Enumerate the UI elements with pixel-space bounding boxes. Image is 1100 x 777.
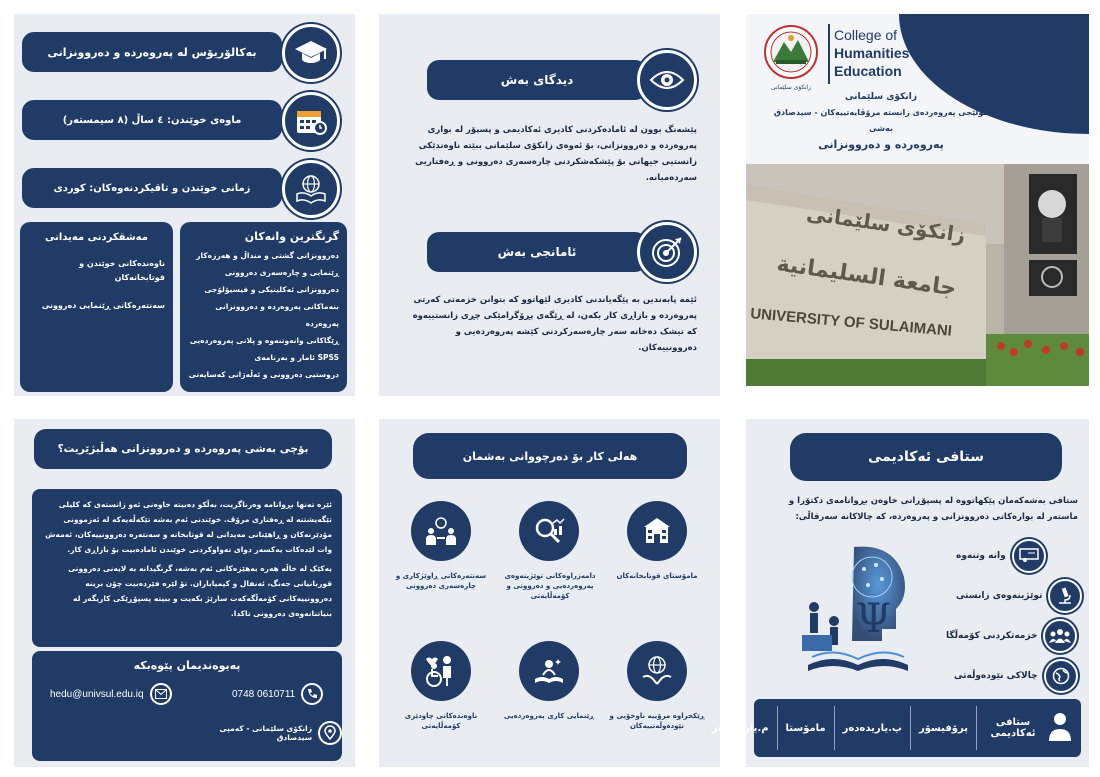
lesson-item: دروستیی دەروونی و ئەڵەژانی کەسایەتی: [188, 370, 339, 379]
duration-pill: [22, 100, 282, 140]
lesson-item: دەروونزانی ئەکلینیکی و فیسیۆلۆجی: [204, 285, 339, 294]
language-pill: [22, 168, 282, 208]
staff-bar-head: [977, 699, 1081, 757]
community-icon: [1043, 619, 1077, 653]
university-logo: [758, 24, 824, 90]
language-text: زمانی خوێندن و تاقیکردنەوەکان: کوردی: [53, 182, 251, 194]
panel-job-opportunities: [379, 419, 720, 767]
teaching-icon: [1012, 539, 1046, 573]
degree-text: بەکالۆریۆس لە پەروەردە و دەروونزانی: [47, 45, 257, 59]
building-english-sign: UNIVERSITY OF SULAIMANI: [749, 305, 953, 340]
job-label: دامەزراوەکانی توێژینەوەی پەروەردەیی و دەروونی و کۆمەڵایەتی: [504, 572, 596, 600]
staff-ranks-bar: [711, 699, 1081, 757]
activity-label: وانە وتنەوە: [956, 551, 1006, 561]
lesson-item: SPSS ئامار و بەرنامەی: [254, 353, 339, 362]
activity-item: [956, 579, 1082, 613]
job-label: سەنتەرەکانی ڕاوێژکاری و چارەسەری دەروونی: [395, 572, 487, 590]
staff-title: ستافی ئەکادیمی: [867, 449, 985, 465]
activity-label: توێژینەوەی زانستی: [956, 591, 1043, 601]
phone-icon: [301, 683, 323, 705]
why-paragraph: یەکێک لە خاڵە هەرە بەهێزەکانی ئەم بەشە، گرنگیدانە بە لایەنی دەروونی قوربانیانی جەنگ، ئەنفال و کیمیاباران. تۆ لێرە فێردەبیت چۆن برینە دەروونییەکانی کۆمەڵگەکەت سارێژ بکەیت و ببیتە پسپۆڕێکی کاریگەر لە بنیاتنانەوەی دەروونی تاکدا.: [68, 564, 332, 618]
univ-name: زانکۆی سلێمانی: [845, 92, 917, 102]
job-label: مامۆستای قوتابخانەکان: [616, 572, 698, 580]
building-kurdish-sign: زانکۆی سلێمانی: [805, 200, 967, 248]
globe-icon: [1044, 659, 1078, 693]
why-title: بۆچی بەشی پەروەردە و دەروونزانی هەڵبژێریت؟: [57, 443, 309, 455]
dept-label: بەشی: [869, 124, 893, 133]
activity-item: [954, 659, 1078, 693]
college-name-ku: کۆلێجی پەروەردەی زانستە مرۆڤایەتییەکان - سیدصادق: [773, 108, 989, 117]
mission-text: ئێمە پابەندین بە پێگەیاندنی کادیری لێهاتوو کە بتوانن خزمەتی کەرتی پەروەردە و بازاڕی کار بکەن، لە ڕێگەی پڕۆگرامێکی چڕی زانستییەوە کە تیشک دەخاتە سەر چارەسەرکردنی کێشە پەروەردەیی و دەروونییەکان.: [412, 295, 697, 353]
rank-label: م.یاریدەدەر: [711, 722, 769, 734]
why-pill: [34, 429, 332, 469]
lessons-title: گرنگترین وانەکان: [244, 230, 339, 243]
college-name-line2: Humanities: [834, 45, 910, 61]
practice-title: مەشقکردنی مەیدانی: [45, 232, 148, 243]
calendar-icon: [282, 92, 340, 150]
panel-college-cover: [746, 14, 1089, 386]
school-icon: [627, 501, 687, 561]
svg-text:Ψ: Ψ: [856, 596, 892, 642]
rank-cell: [835, 706, 911, 750]
practice-item: سەنتەرەکانی ڕێنمایی دەروونی: [41, 301, 165, 310]
rank-cell: [911, 706, 977, 750]
rank-label: پ.یاریدەدەر: [842, 722, 902, 734]
target-icon: [637, 222, 697, 282]
lesson-item: ڕێگاکانی وانەوتنەوە و پلانی پەروەردەیی: [189, 336, 339, 345]
job-label: ڕێنمایی کاری پەروەردەیی: [503, 712, 595, 720]
contact-title: پەیوەندیمان پێوەبکە: [133, 659, 241, 672]
phone-text: 0748 0610711: [232, 688, 296, 700]
humanitarian-icon: [627, 641, 687, 701]
staff-bar-label: ستافی ئەکادیمی: [990, 717, 1036, 739]
building-arabic-sign: جامعة السليمانية: [775, 251, 958, 302]
research-icon: [519, 501, 579, 561]
mission-pill: [427, 232, 647, 272]
duration-text: ماوەی خوێندن: ٤ ساڵ (٨ سیمستەر): [62, 114, 242, 126]
logo-caption: زانكۆی سلێمانی: [770, 84, 812, 91]
lessons-box: [180, 222, 347, 392]
college-name-line1: College of: [834, 27, 898, 43]
microscope-icon: [1048, 579, 1082, 613]
email-row[interactable]: [50, 683, 172, 705]
rank-label: پرۆفیسۆر: [918, 722, 968, 734]
rank-cell: [704, 706, 778, 750]
jobs-title: هەلی کار بۆ دەرچووانی بەشمان: [462, 449, 638, 463]
vision-pill: [427, 60, 647, 100]
lesson-item: دەروونزانی گشتی و منداڵ و هەرزەکار: [196, 251, 339, 260]
panel-academic-staff: [711, 419, 1089, 767]
activity-item: [946, 619, 1077, 653]
address-text: زانکۆی سلێمانی - کەمپی سیدصادق: [219, 724, 313, 742]
why-box: [32, 489, 342, 647]
email-text: hedu@univsul.edu.iq: [50, 688, 144, 700]
practice-item: ناوەندەکانی خوێندن و قوتابخانەکان: [79, 259, 165, 282]
practice-box: [20, 222, 173, 392]
job-label: ناوەندەکانی چاودێری کۆمەڵایەتی: [404, 712, 478, 730]
person-icon: [1047, 711, 1073, 745]
college-name-line3: Education: [834, 63, 902, 79]
why-paragraph: ئێرە تەنها بڕوانامە وەرناگریت، بەڵکو دەبیتە خاوەنی ئەو زانستەی کە کلیلی تێگەیشتنە لە ڕەفتاری مرۆڤ. خوێندنی ئەم بەشە تێکەڵەیەکە لە ئەزموونی مۆدێرنەکان و ڕاهێنانی مەیدانی لە قوتابخانە و سەنتەرە دەروونییەکان، ئەمەش وات لێدەکات یەکسەر دوای تەواوکردنی خوێندن ئامادەبیت بۆ بازاڕی کار.: [45, 500, 332, 554]
vision-title: دیدگای بەش: [500, 73, 574, 87]
graduation-cap-icon: [282, 24, 340, 82]
staff-text: ستافی بەشەکەمان پێکهاتووە لە پسپۆڕانی خاوەن بڕوانامەی دکتۆرا و ماستەر لە بوارەکانی دەروونزانی و پەروەردە، کە چالاکانە سەرقاڵی:: [788, 496, 1078, 522]
panel-program-info: [14, 14, 355, 396]
jobs-pill: [413, 433, 687, 479]
job-label: ڕێکخراوە مرۆییە ناوخۆیی و نێودەوڵەتییەکان: [609, 712, 705, 730]
email-icon: [150, 683, 172, 705]
mission-title: ئامانجی بەش: [497, 245, 577, 259]
rank-cell: [778, 706, 835, 750]
location-icon: [318, 721, 342, 745]
phone-row[interactable]: [232, 683, 323, 705]
logo-divider: [828, 24, 830, 84]
college-english-name: [834, 26, 909, 80]
activity-item: [956, 539, 1046, 573]
dept-name: پەروەردە و دەروونزانی: [818, 138, 944, 151]
book-globe-icon: [282, 160, 340, 218]
social-care-icon: [411, 641, 471, 701]
vision-text: پێشەنگ بوون لە ئامادەکردنی کادیری ئەکادیمی و پسپۆر لە بواری پەروەردە و دەروونزانی، بۆ ئەوەی زانکۆی سلێمانی ببێتە ناوەندێکی زانستیی جیهانی بۆ پێشکەشکردنی چارەسەری دەروونی و ڕەفتاریی سەردەمیانە.: [415, 125, 697, 183]
activity-label: چالاکی نێودەوڵەتی: [954, 671, 1038, 681]
rank-label: مامۆستا: [785, 722, 826, 734]
campus-photo: [746, 164, 1089, 386]
lesson-item: بنەماکانی پەروەردە و دەروونزانی پەروەردە: [215, 302, 339, 328]
staff-pill: [790, 433, 1062, 481]
brain-book-illustration: [794, 537, 924, 677]
lesson-item: ڕێنمایی و چارەسەری دەروونی: [224, 268, 339, 277]
degree-pill: [22, 32, 282, 72]
panel-vision-mission: [379, 14, 720, 396]
counseling-icon: [411, 501, 471, 561]
guidance-icon: [519, 641, 579, 701]
activity-label: خزمەتکردنی کۆمەڵگا: [946, 631, 1038, 641]
eye-icon: [637, 50, 697, 110]
contact-box: [32, 651, 342, 761]
address-row[interactable]: [182, 721, 342, 745]
panel-why-choose: [14, 419, 355, 767]
